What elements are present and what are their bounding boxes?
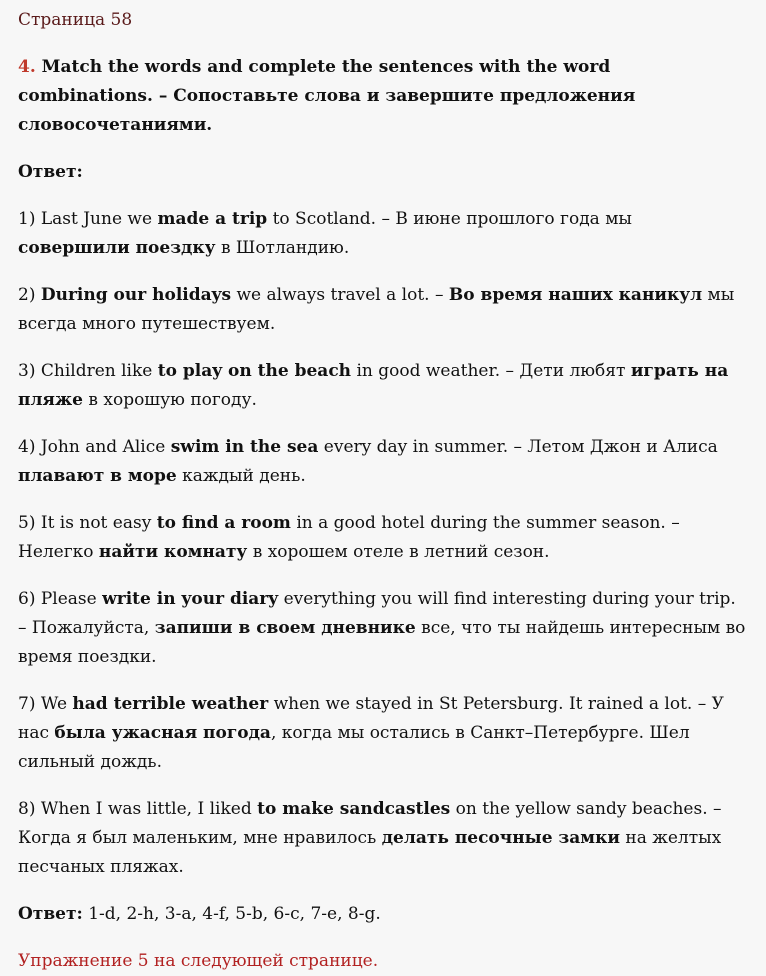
task-title-ru: – Сопоставьте слова и завершите предложения словосочетаниями. [18, 86, 636, 135]
item-text-start: Last June we [40, 209, 153, 229]
list-item [18, 795, 748, 882]
final-answer [18, 900, 748, 929]
item-text-end: каждый день. [182, 466, 306, 486]
page-label: Страница 58 [18, 10, 133, 30]
item-text-start: John and Alice [40, 437, 166, 457]
list-item [18, 433, 748, 491]
item-number: 2) [18, 285, 36, 305]
item-text-start: Children like [40, 361, 153, 381]
item-phrase-en: write in your diary [102, 589, 279, 609]
item-phrase-ru: играть на пляже [18, 361, 729, 410]
item-text-middle: every day in summer. – Летом Джон и Алиса [323, 437, 718, 457]
task-number: 4. [18, 57, 36, 77]
item-text-end: на желтых песчаных пляжах. [18, 828, 722, 877]
item-text-start: It is not easy [40, 513, 152, 533]
item-text-middle: to Scotland. – В июне прошлого года мы [272, 209, 632, 229]
item-phrase-ru: запиши в своем дневнике [154, 618, 416, 638]
item-number: 1) [18, 209, 36, 229]
answer-list [18, 205, 748, 882]
item-phrase-en: made a trip [157, 209, 268, 229]
list-item [18, 690, 748, 777]
list-item [18, 281, 748, 339]
task-heading [18, 53, 748, 140]
item-text-start: We [40, 694, 68, 714]
item-text-middle: when we stayed in St Petersburg. It rained a lot. – У нас [18, 694, 724, 743]
item-text-start: Please [40, 589, 97, 609]
item-phrase-ru: делать песочные замки [381, 828, 620, 848]
next-exercise-link[interactable]: Упражнение 5 на следующей странице. [18, 951, 379, 971]
item-text-start: When I was little, I liked [40, 799, 252, 819]
item-number: 3) [18, 361, 36, 381]
item-phrase-ru: найти комнату [98, 542, 248, 562]
item-number: 5) [18, 513, 36, 533]
item-phrase-ru: была ужасная погода [54, 723, 271, 743]
item-text-end: мы всегда много путешествуем. [18, 285, 735, 334]
item-number: 6) [18, 589, 36, 609]
item-text-end: в Шотландию. [220, 238, 350, 258]
list-item [18, 509, 748, 567]
item-text-end: , когда мы остались в Санкт–Петербурге. Шел сильный дождь. [18, 723, 690, 772]
list-item [18, 585, 748, 672]
item-text-middle: in good weather. – Дети любят [356, 361, 626, 381]
item-phrase-en: swim in the sea [170, 437, 319, 457]
item-phrase-en: to make sandcastles [257, 799, 451, 819]
item-phrase-en: to find a room [156, 513, 291, 533]
list-item [18, 205, 748, 263]
item-phrase-ru: совершили поездку [18, 238, 216, 258]
item-text-middle: we always travel a lot. – [236, 285, 444, 305]
item-phrase-ru: плавают в море [18, 466, 177, 486]
item-phrase-ru: Во время наших каникул [448, 285, 703, 305]
answer-label: Ответ: [18, 162, 83, 182]
item-text-end: в хорошую погоду. [88, 390, 257, 410]
item-phrase-en: had terrible weather [72, 694, 269, 714]
item-text-middle: everything you will find interesting during your trip. – Пожалуйста, [18, 589, 736, 638]
item-number: 4) [18, 437, 36, 457]
item-number: 7) [18, 694, 36, 714]
item-phrase-en: to play on the beach [157, 361, 352, 381]
item-text-middle: on the yellow sandy beaches. – Когда я был маленьким, мне нравилось [18, 799, 722, 848]
final-answer-value: 1-d, 2-h, 3-a, 4-f, 5-b, 6-c, 7-e, 8-g. [88, 904, 381, 924]
task-title-en: Match the words and complete the sentences with the word combinations. [18, 57, 611, 106]
item-text-end: все, что ты найдешь интересным во время поездки. [18, 618, 746, 667]
final-answer-label: Ответ: [18, 904, 83, 924]
list-item [18, 357, 748, 415]
item-text-end: в хорошем отеле в летний сезон. [252, 542, 550, 562]
item-phrase-en: During our holidays [40, 285, 232, 305]
item-number: 8) [18, 799, 36, 819]
item-text-middle: in a good hotel during the summer season. – Нелегко [18, 513, 680, 562]
